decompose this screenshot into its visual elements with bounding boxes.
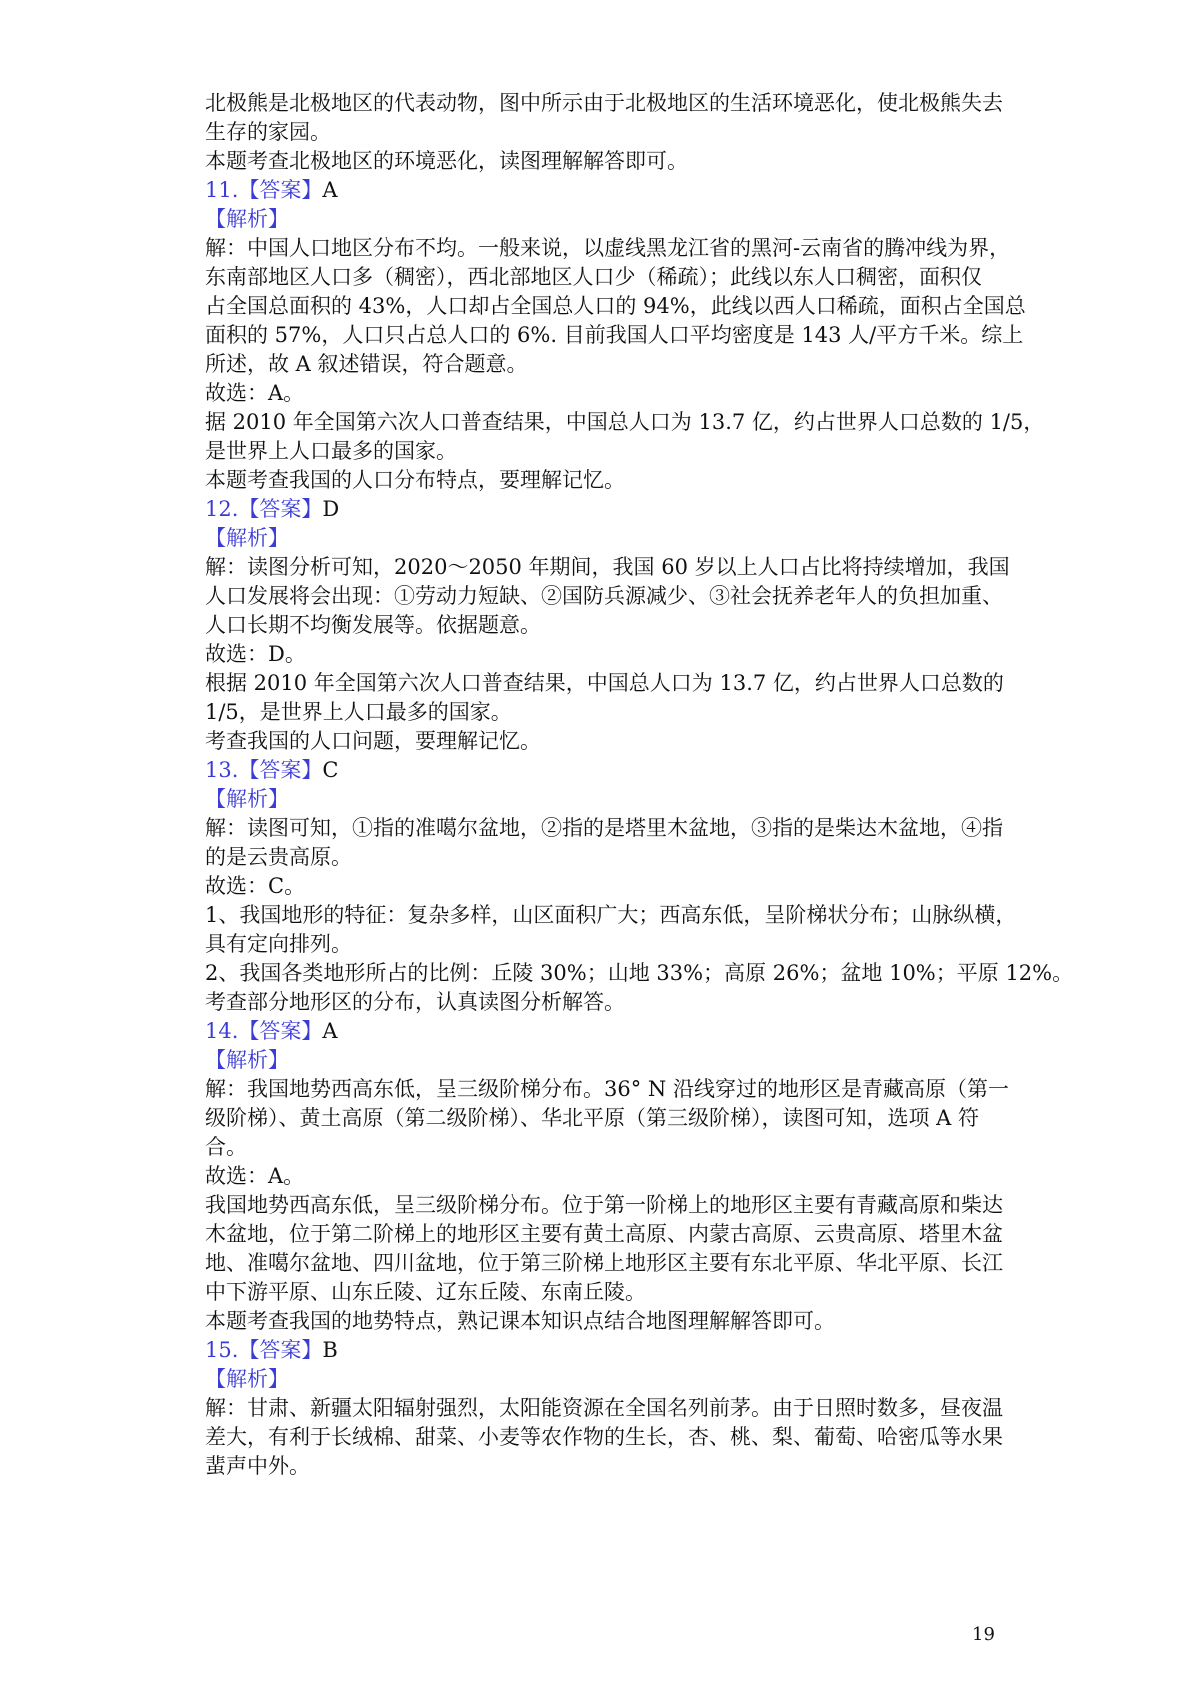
answer-tag: 【答案】 bbox=[238, 178, 323, 202]
text-line: 本题考查我国的人口分布特点，要理解记忆。 bbox=[205, 468, 625, 492]
question-number: 13. bbox=[205, 758, 239, 782]
question-number: 14. bbox=[205, 1019, 239, 1043]
text-line: 具有定向排列。 bbox=[205, 932, 352, 956]
text-line: 中下游平原、山东丘陵、辽东丘陵、东南丘陵。 bbox=[205, 1280, 646, 1304]
analysis-tag: 【解析】 bbox=[205, 207, 289, 231]
text-line: 1、我国地形的特征：复杂多样，山区面积广大；西高东低，呈阶梯状分布；山脉纵横， bbox=[205, 903, 1017, 927]
text-line: 解：读图可知，①指的准噶尔盆地，②指的是塔里木盆地，③指的是柴达木盆地，④指 bbox=[205, 816, 1003, 840]
analysis-heading bbox=[205, 205, 1005, 234]
text-line: 本题考查我国的地势特点，熟记课本知识点结合地图理解解答即可。 bbox=[205, 1309, 835, 1333]
answer-value: B bbox=[322, 1338, 338, 1362]
text-line: 故选：D。 bbox=[205, 642, 306, 666]
text-line: 解：读图分析可知，2020～2050 年期间，我国 60 岁以上人口占比将持续增加，我国 bbox=[205, 555, 1010, 579]
text-line: 合。 bbox=[205, 1135, 247, 1159]
answer-line bbox=[205, 1017, 1005, 1046]
answer-line bbox=[205, 176, 1005, 205]
text-line: 北极熊是北极地区的代表动物，图中所示由于北极地区的生活环境恶化，使北极熊失去 bbox=[205, 91, 1003, 115]
answer-value: A bbox=[322, 1019, 338, 1043]
text-line: 解：我国地势西高东低，呈三级阶梯分布。36° N 沿线穿过的地形区是青藏高原（第一 bbox=[205, 1077, 1009, 1101]
analysis-tag: 【解析】 bbox=[205, 787, 289, 811]
answer-line bbox=[205, 1336, 1005, 1365]
answer-tag: 【答案】 bbox=[238, 758, 323, 782]
answer-tag: 【答案】 bbox=[238, 497, 323, 521]
text-line: 本题考查北极地区的环境恶化，读图理解解答即可。 bbox=[205, 149, 688, 173]
text-line: 1/5，是世界上人口最多的国家。 bbox=[205, 700, 512, 724]
text-line: 故选：A。 bbox=[205, 1164, 305, 1188]
text-line: 木盆地，位于第二阶梯上的地形区主要有黄土高原、内蒙古高原、云贵高原、塔里木盆 bbox=[205, 1222, 1003, 1246]
text-line: 考查我国的人口问题，要理解记忆。 bbox=[205, 729, 541, 753]
text-line: 地、准噶尔盆地、四川盆地，位于第三阶梯上地形区主要有东北平原、华北平原、长江 bbox=[205, 1251, 1003, 1275]
page-number: 19 bbox=[972, 1624, 995, 1645]
analysis-tag: 【解析】 bbox=[205, 1048, 289, 1072]
answer-line bbox=[205, 756, 1005, 785]
text-line: 所述，故 A 叙述错误，符合题意。 bbox=[205, 352, 528, 376]
text-line: 差大，有利于长绒棉、甜菜、小麦等农作物的生长，杏、桃、梨、葡萄、哈密瓜等水果 bbox=[205, 1425, 1003, 1449]
text-line: 解：甘肃、新疆太阳辐射强烈，太阳能资源在全国名列前茅。由于日照时数多，昼夜温 bbox=[205, 1396, 1003, 1420]
text-line: 级阶梯）、黄土高原（第二级阶梯）、华北平原（第三级阶梯），读图可知，选项 A 符 bbox=[205, 1106, 980, 1130]
text-line: 考查部分地形区的分布，认真读图分析解答。 bbox=[205, 990, 625, 1014]
text-line: 占全国总面积的 43%，人口却占全国总人口的 94%，此线以西人口稀疏，面积占全国总 bbox=[205, 294, 1026, 318]
text-line: 故选：A。 bbox=[205, 381, 305, 405]
text-line: 根据 2010 年全国第六次人口普查结果，中国总人口为 13.7 亿，约占世界人口总数的 bbox=[205, 671, 1004, 695]
answer-tag: 【答案】 bbox=[238, 1019, 323, 1043]
text-line: 是世界上人口最多的国家。 bbox=[205, 439, 457, 463]
analysis-heading bbox=[205, 1365, 1005, 1394]
text-line: 2、我国各类地形所占的比例：丘陵 30%；山地 33%；高原 26%；盆地 10%；平原 12%。 bbox=[205, 961, 1074, 985]
analysis-heading bbox=[205, 1046, 1005, 1075]
text-line: 蜚声中外。 bbox=[205, 1454, 310, 1478]
analysis-heading bbox=[205, 785, 1005, 814]
text-line: 我国地势西高东低，呈三级阶梯分布。位于第一阶梯上的地形区主要有青藏高原和柴达 bbox=[205, 1193, 1003, 1217]
question-number: 15. bbox=[205, 1338, 239, 1362]
analysis-tag: 【解析】 bbox=[205, 1367, 289, 1391]
answer-value: C bbox=[322, 758, 339, 782]
answer-line bbox=[205, 495, 1005, 524]
text-line: 东南部地区人口多（稠密），西北部地区人口少（稀疏）；此线以东人口稠密，面积仅 bbox=[205, 265, 982, 289]
text-line: 解：中国人口地区分布不均。一般来说，以虚线黑龙江省的黑河-云南省的腾冲线为界， bbox=[205, 236, 1011, 260]
answer-tag: 【答案】 bbox=[238, 1338, 323, 1362]
text-line: 人口发展将会出现：①劳动力短缺、②国防兵源减少、③社会抚养老年人的负担加重、 bbox=[205, 584, 1003, 608]
answer-explanations bbox=[205, 89, 1074, 1481]
text-line: 的是云贵高原。 bbox=[205, 845, 352, 869]
text-line: 故选：C。 bbox=[205, 874, 306, 898]
analysis-tag: 【解析】 bbox=[205, 526, 289, 550]
text-line: 据 2010 年全国第六次人口普查结果，中国总人口为 13.7 亿，约占世界人口总数的 1/5， bbox=[205, 410, 1045, 434]
text-line: 生存的家园。 bbox=[205, 120, 331, 144]
question-number: 11. bbox=[205, 178, 239, 202]
text-line: 面积的 57%，人口只占总人口的 6%. 目前我国人口平均密度是 143 人/平方千米。综上 bbox=[205, 323, 1024, 347]
answer-value: A bbox=[322, 178, 338, 202]
text-line: 人口长期不均衡发展等。依据题意。 bbox=[205, 613, 541, 637]
analysis-heading bbox=[205, 524, 1005, 553]
answer-value: D bbox=[322, 497, 340, 521]
question-number: 12. bbox=[205, 497, 239, 521]
